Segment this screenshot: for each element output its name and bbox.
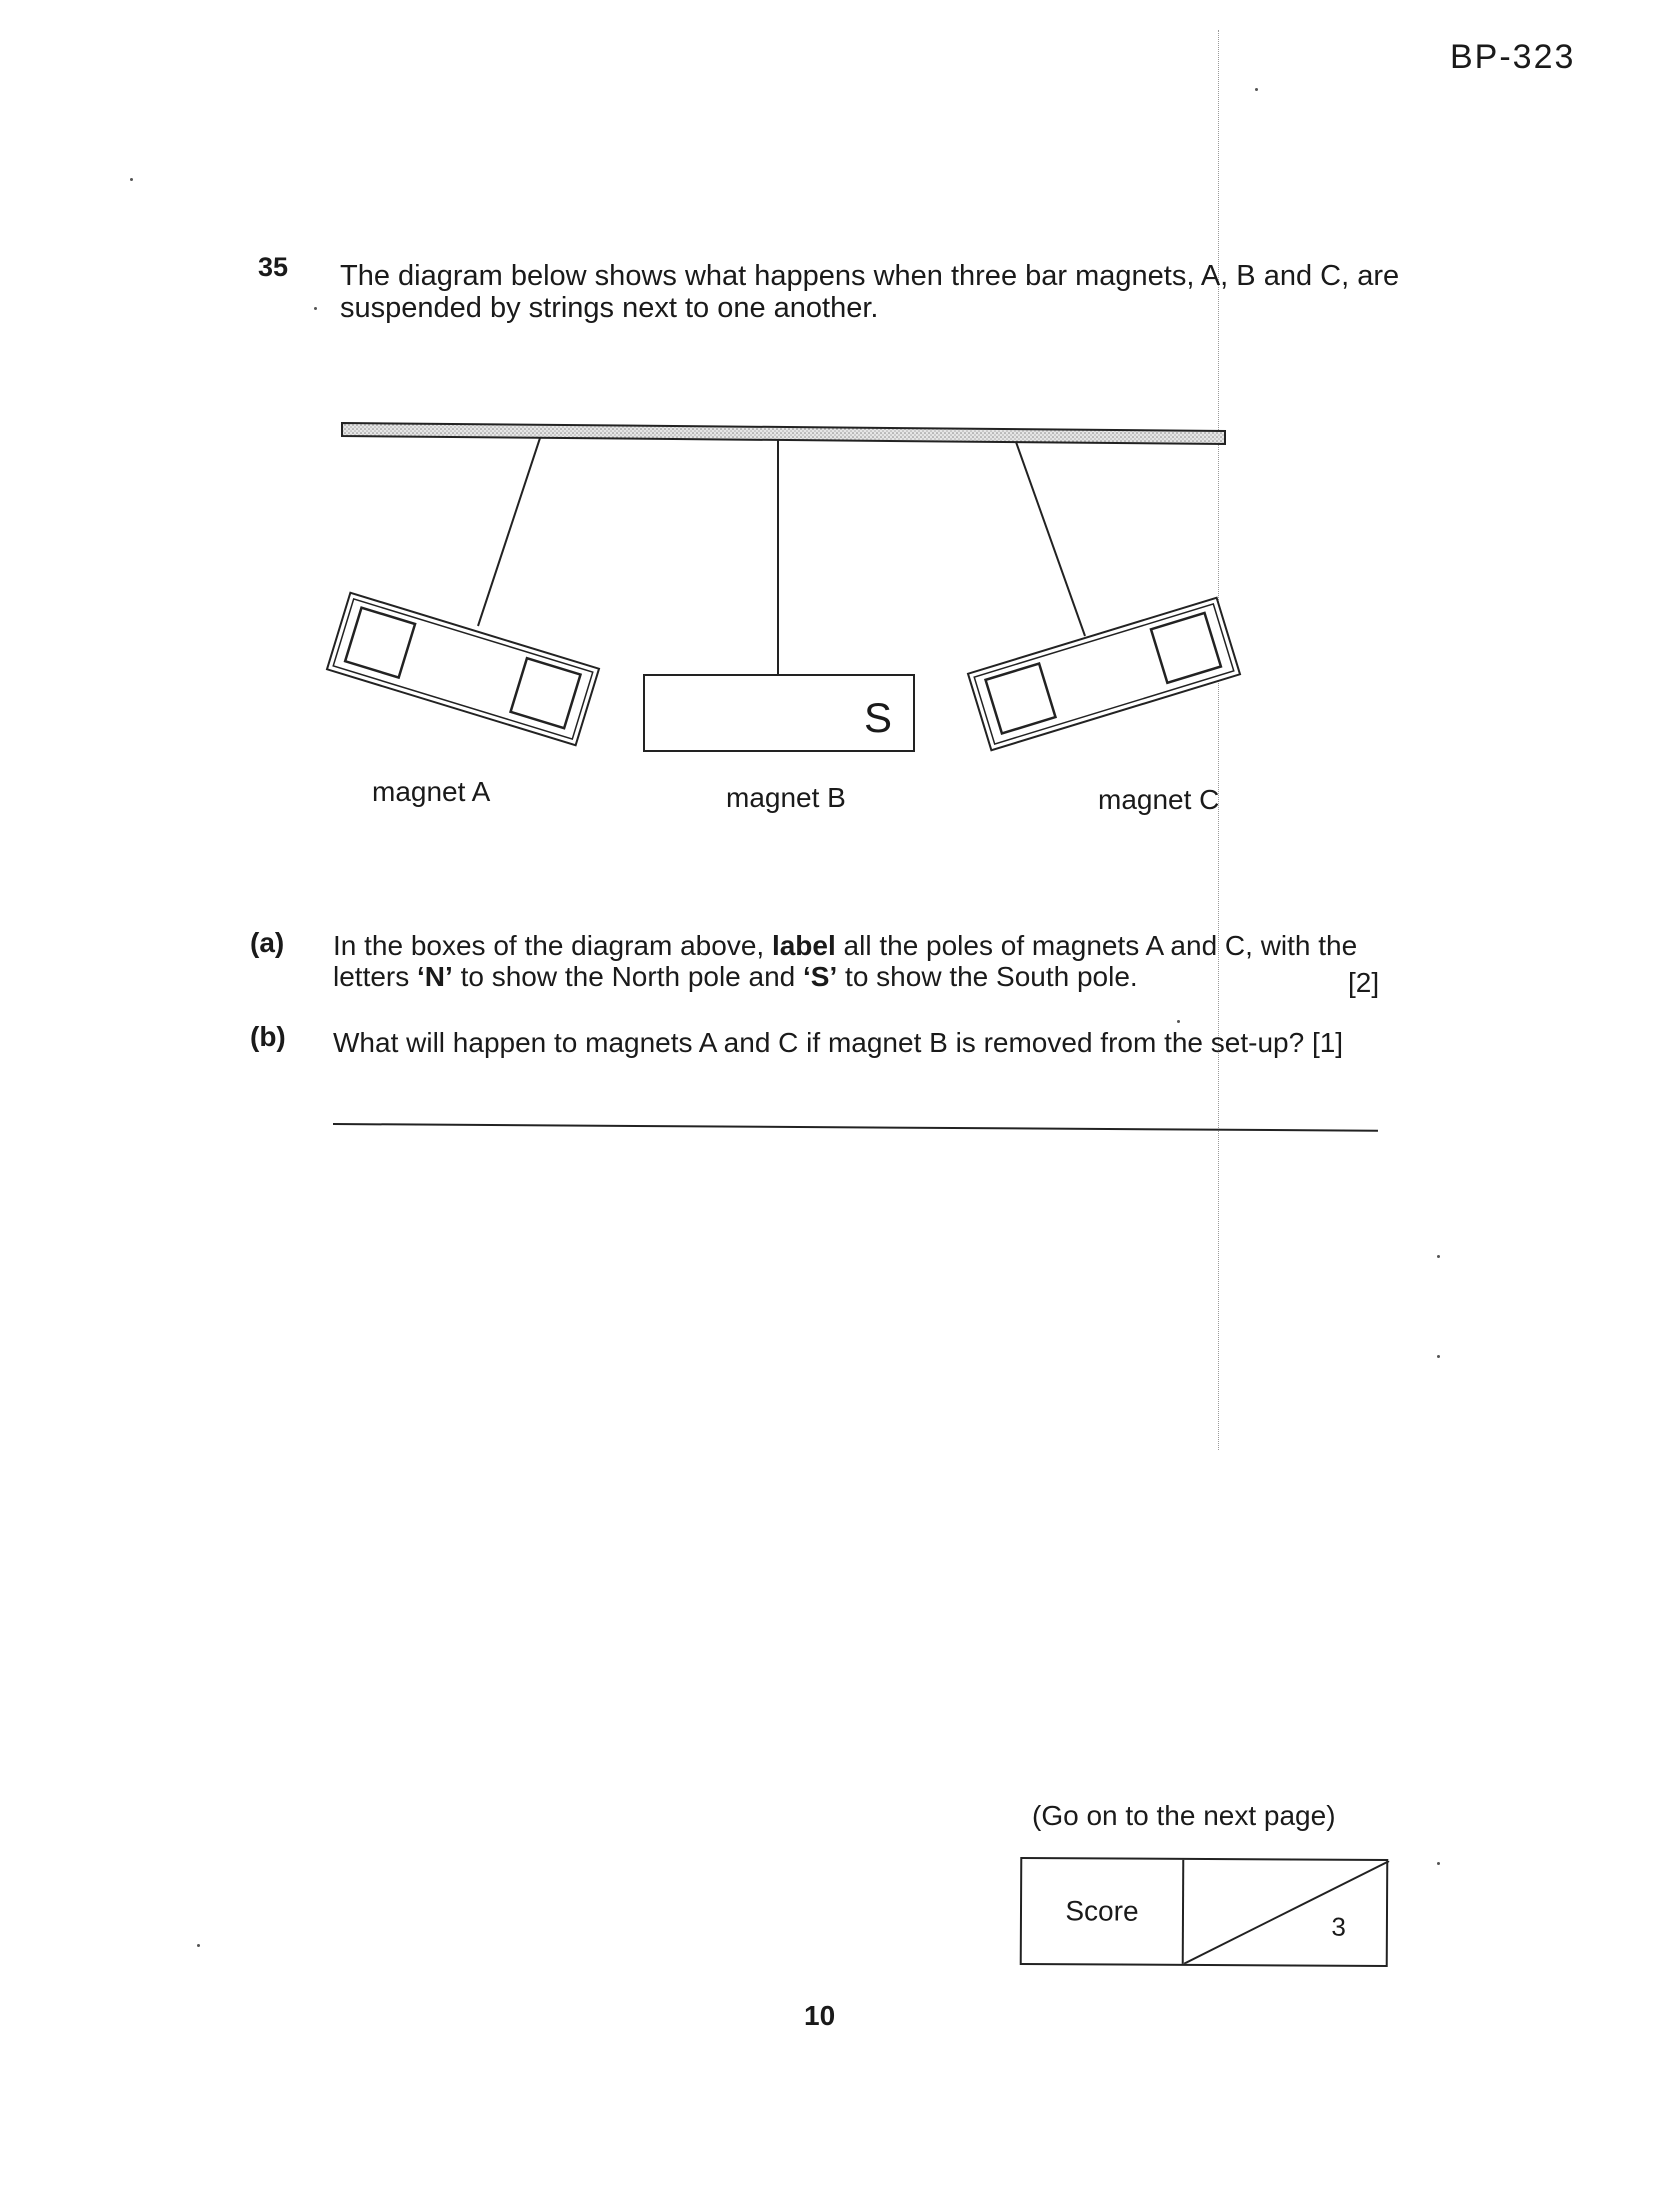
support-bar xyxy=(342,423,1225,444)
part-a-text xyxy=(333,930,1413,993)
magnet-b-label: magnet B xyxy=(726,782,846,813)
score-value: 3 xyxy=(1331,1911,1347,1942)
part-a-marks: [2] xyxy=(1348,967,1380,998)
score-label: Score xyxy=(1022,1859,1185,1964)
scan-speck xyxy=(1177,1020,1180,1023)
magnet-b xyxy=(644,675,914,751)
magnets-diagram xyxy=(320,415,1260,835)
part-a-line-2: letters ‘N’ to show the North pole and ‘S’ to show the South pole. xyxy=(333,961,1138,993)
scan-speck xyxy=(1255,88,1258,91)
magnet-a xyxy=(327,593,599,746)
go-on-note: (Go on to the next page) xyxy=(1032,1800,1336,1831)
paper-code: BP-323 xyxy=(1450,38,1576,76)
score-box xyxy=(1020,1857,1389,1967)
scan-speck xyxy=(130,178,133,181)
score-diagonal xyxy=(1184,1860,1390,1965)
question-number: 35 xyxy=(258,252,289,282)
scan-speck xyxy=(1437,1355,1440,1358)
question-text: The diagram below shows what happens when three bar magnets, A, B and C, are suspended by strings next to one another. xyxy=(340,260,1400,325)
part-a-label: (a) xyxy=(250,927,285,958)
score-cell xyxy=(1184,1860,1387,1965)
scan-speck xyxy=(197,1944,200,1947)
scan-speck xyxy=(314,307,317,310)
part-b-label: (b) xyxy=(250,1021,286,1052)
magnet-c-label: magnet C xyxy=(1098,784,1220,815)
answer-line[interactable] xyxy=(333,1123,1378,1132)
scan-speck xyxy=(1437,1862,1440,1865)
strings xyxy=(478,438,1085,676)
part-b-text: What will happen to magnets A and C if magnet B is removed from the set-up? [1] xyxy=(333,1027,1344,1058)
magnet-c xyxy=(968,598,1240,751)
magnet-a-label: magnet A xyxy=(372,776,491,807)
part-a-line-1: In the boxes of the diagram above, label all the poles of magnets A and C, with the xyxy=(333,930,1358,961)
magnet-b-pole-label: S xyxy=(863,694,893,741)
part-a-emphasis: label xyxy=(771,930,836,961)
scan-speck xyxy=(1437,1255,1440,1258)
page-number: 10 xyxy=(804,2000,836,2031)
